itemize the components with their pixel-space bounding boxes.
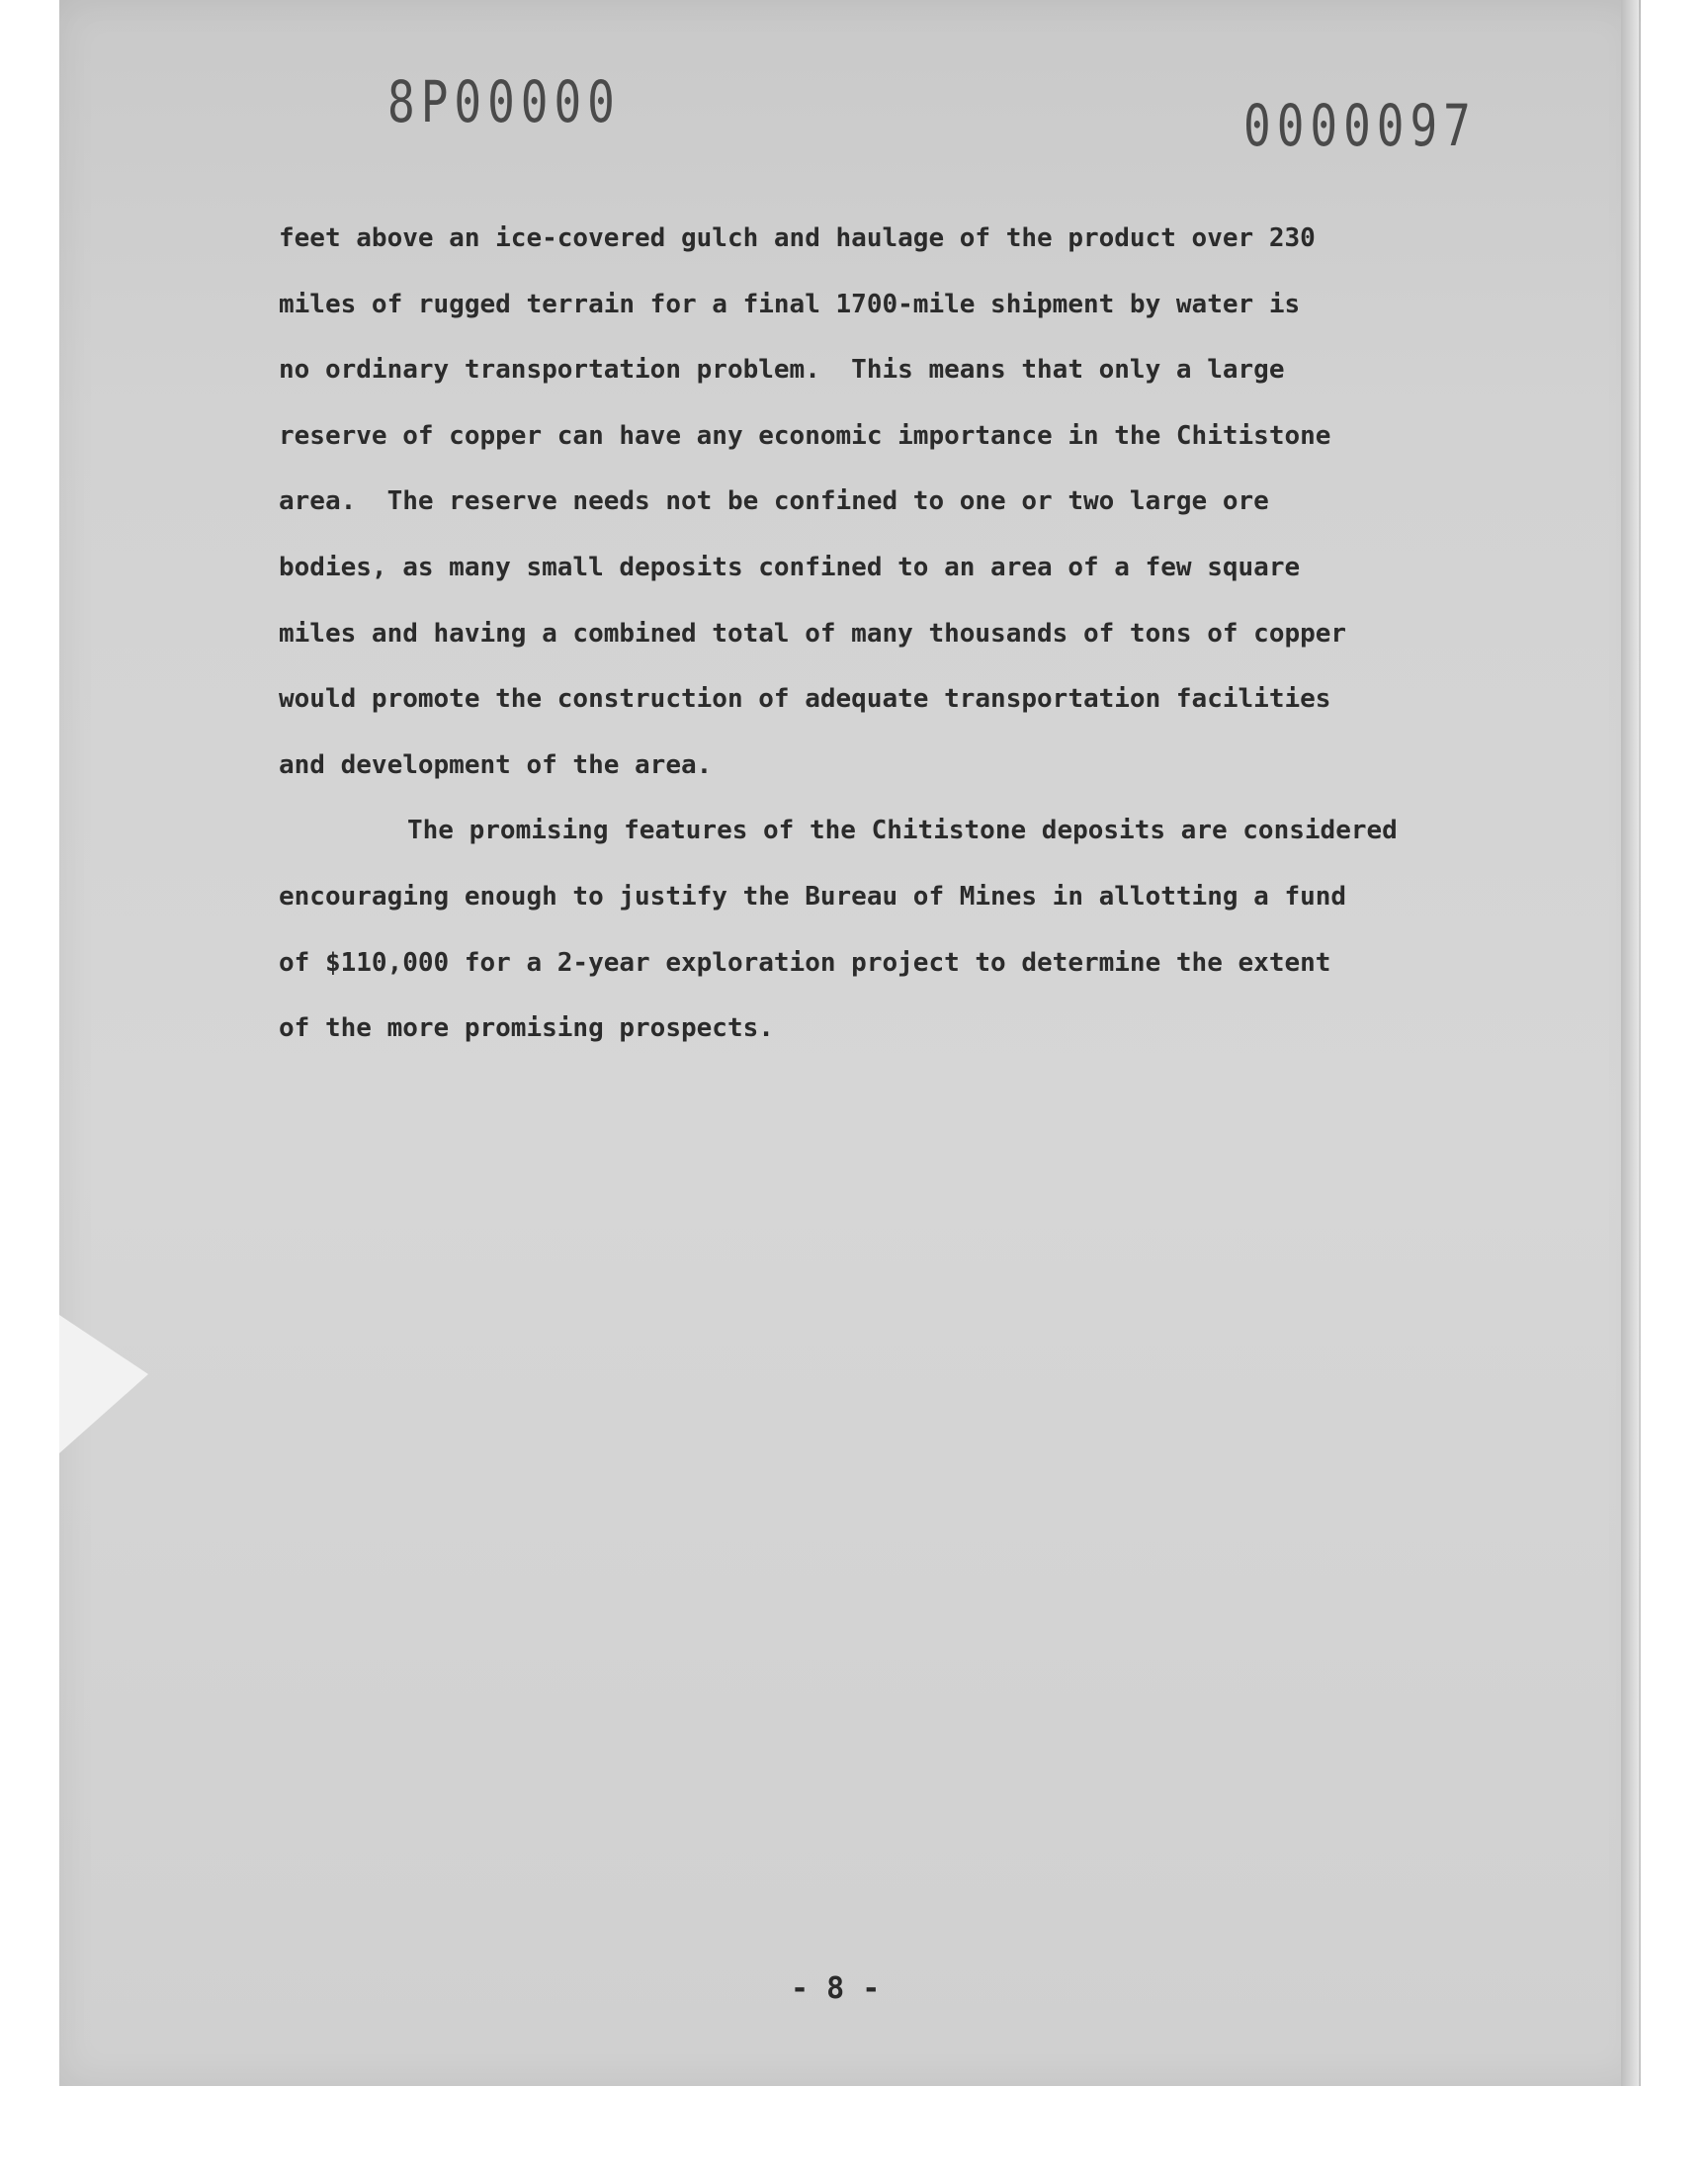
page-edge-shadow xyxy=(1621,0,1639,2086)
text-line: would promote the construction of adequate transportation facilities xyxy=(279,684,1331,715)
text-line: encouraging enough to justify the Bureau of Mines in allotting a fund xyxy=(279,881,1347,912)
text-line: The promising features of the Chitistone deposits are considered xyxy=(407,816,1398,846)
bottom-margin xyxy=(0,2086,1708,2175)
torn-edge xyxy=(59,1315,148,1453)
text-line: of $110,000 for a 2-year exploration project to determine the extent xyxy=(279,947,1331,978)
text-line: reserve of copper can have any economic importance in the Chitistone xyxy=(279,420,1331,451)
text-line: of the more promising prospects. xyxy=(279,1013,774,1044)
text-line: area. The reserve needs not be confined to one or two large ore xyxy=(279,486,1269,517)
document-body xyxy=(279,206,1504,1062)
text-line: no ordinary transportation problem. This means that only a large xyxy=(279,355,1285,386)
stamp-number-left: 8P00000 xyxy=(387,68,621,135)
stamp-number-right: 0000097 xyxy=(1243,92,1477,159)
text-line: miles of rugged terrain for a final 1700-mile shipment by water is xyxy=(279,289,1301,319)
text-line: miles and having a combined total of many thousands of tons of copper xyxy=(279,618,1347,649)
paragraph-2 xyxy=(279,798,1504,1061)
text-line: feet above an ice-covered gulch and haulage of the product over 230 xyxy=(279,223,1316,253)
text-line: and development of the area. xyxy=(279,749,713,780)
page-number: - 8 - xyxy=(791,1971,881,2006)
text-line: bodies, as many small deposits confined to an area of a few square xyxy=(279,552,1301,582)
paragraph-1 xyxy=(279,206,1504,798)
